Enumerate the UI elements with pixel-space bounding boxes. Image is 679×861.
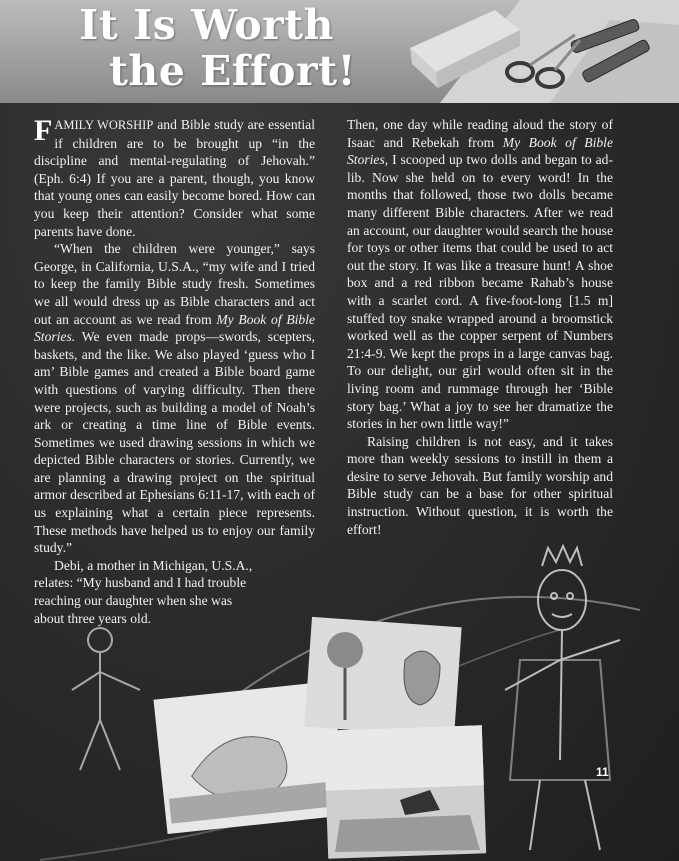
paragraph-conclusion: Raising children is not easy, and it takes more than weekly sessions to instill in them a desire to serve Jehovah. But family worship and Bible study can be a base for other spiritual instruction. Without question, it is worth the effort! <box>347 433 613 537</box>
title-line-2: the Effort! <box>108 47 356 95</box>
george-text-a: “When the children were younger,” says George, in California, U.S.A., “my wife and I tried to keep the family Bible study fresh. Sometimes we all would dress up as Bible characters and act out an account as we read from <box>34 241 315 327</box>
intro-text: and Bible study are essential if children are to be brought up “in the discipline and mental-regulating of Jehovah.” (Eph. 6:4) If you are a parent, though, you know that young ones can easily become bored. How can you keep their attention? Consider what some parents have done. <box>34 117 315 239</box>
george-text-b: We even made props—swords, scepters, baskets, and the like. We also played ‘guess who I am’ Bible games and created a Bible board game with questions of varying difficulty. Then there were projects, such as building a model of Noah’s ark or creating a time line of Bible events. Sometimes we used drawing sessions in which we depicted Bible characters or stories. Currently, we are planning a drawing project on the spiritual armor described at Ephesians 6:11-17, with each of us explaining what a certain piece represents. These methods have helped us to enjoy our family study.” <box>34 329 315 556</box>
book-title-1: My Book of Bible Stories. <box>34 311 316 345</box>
drawing-tree <box>304 617 461 737</box>
debi-text-b: I scooped up two dolls and began to ad-lib. Now she held on to every word! In the months that followed, those two dolls became many different Bible characters. After we read an account, our daughter would search the house for toys or other items that could be used to act out the story. It was like a treasure hunt! A shoe box and a red ribbon became Rahab’s house with a scarlet cord. A five-foot-long [1.5 m] stuffed toy snake wrapped around a broomstick worked well as the copper serpent of Numbers 21:4-9. We kept the props in a large canvas bag. To our delight, our girl would often sit in the living room and rummage through her ‘Bible story bag.’ What a joy to see her dramatize the stories in her own little way!” <box>347 152 613 432</box>
page-number: 11 <box>596 765 609 779</box>
paragraph-debi-continued <box>347 116 613 433</box>
intro-caps: AMILY WORSHIP <box>54 118 154 132</box>
title-line-1: It Is Worth <box>79 1 334 49</box>
drop-cap: F <box>34 114 53 147</box>
book-title-2: My Book of Bible Stories, <box>347 134 613 168</box>
article-column-right <box>347 116 613 538</box>
article-column-left <box>34 116 315 627</box>
drawing-landscape <box>324 725 486 858</box>
paragraph-debi: Debi, a mother in Michigan, U.S.A., relates: “My husband and I had trouble reaching our daughter when she was about three years old. <box>34 557 253 626</box>
paragraph-george <box>34 240 315 557</box>
debi-text-a: Then, one day while reading aloud the story of Isaac and Rebekah from <box>347 117 613 150</box>
paragraph-intro <box>34 116 315 240</box>
